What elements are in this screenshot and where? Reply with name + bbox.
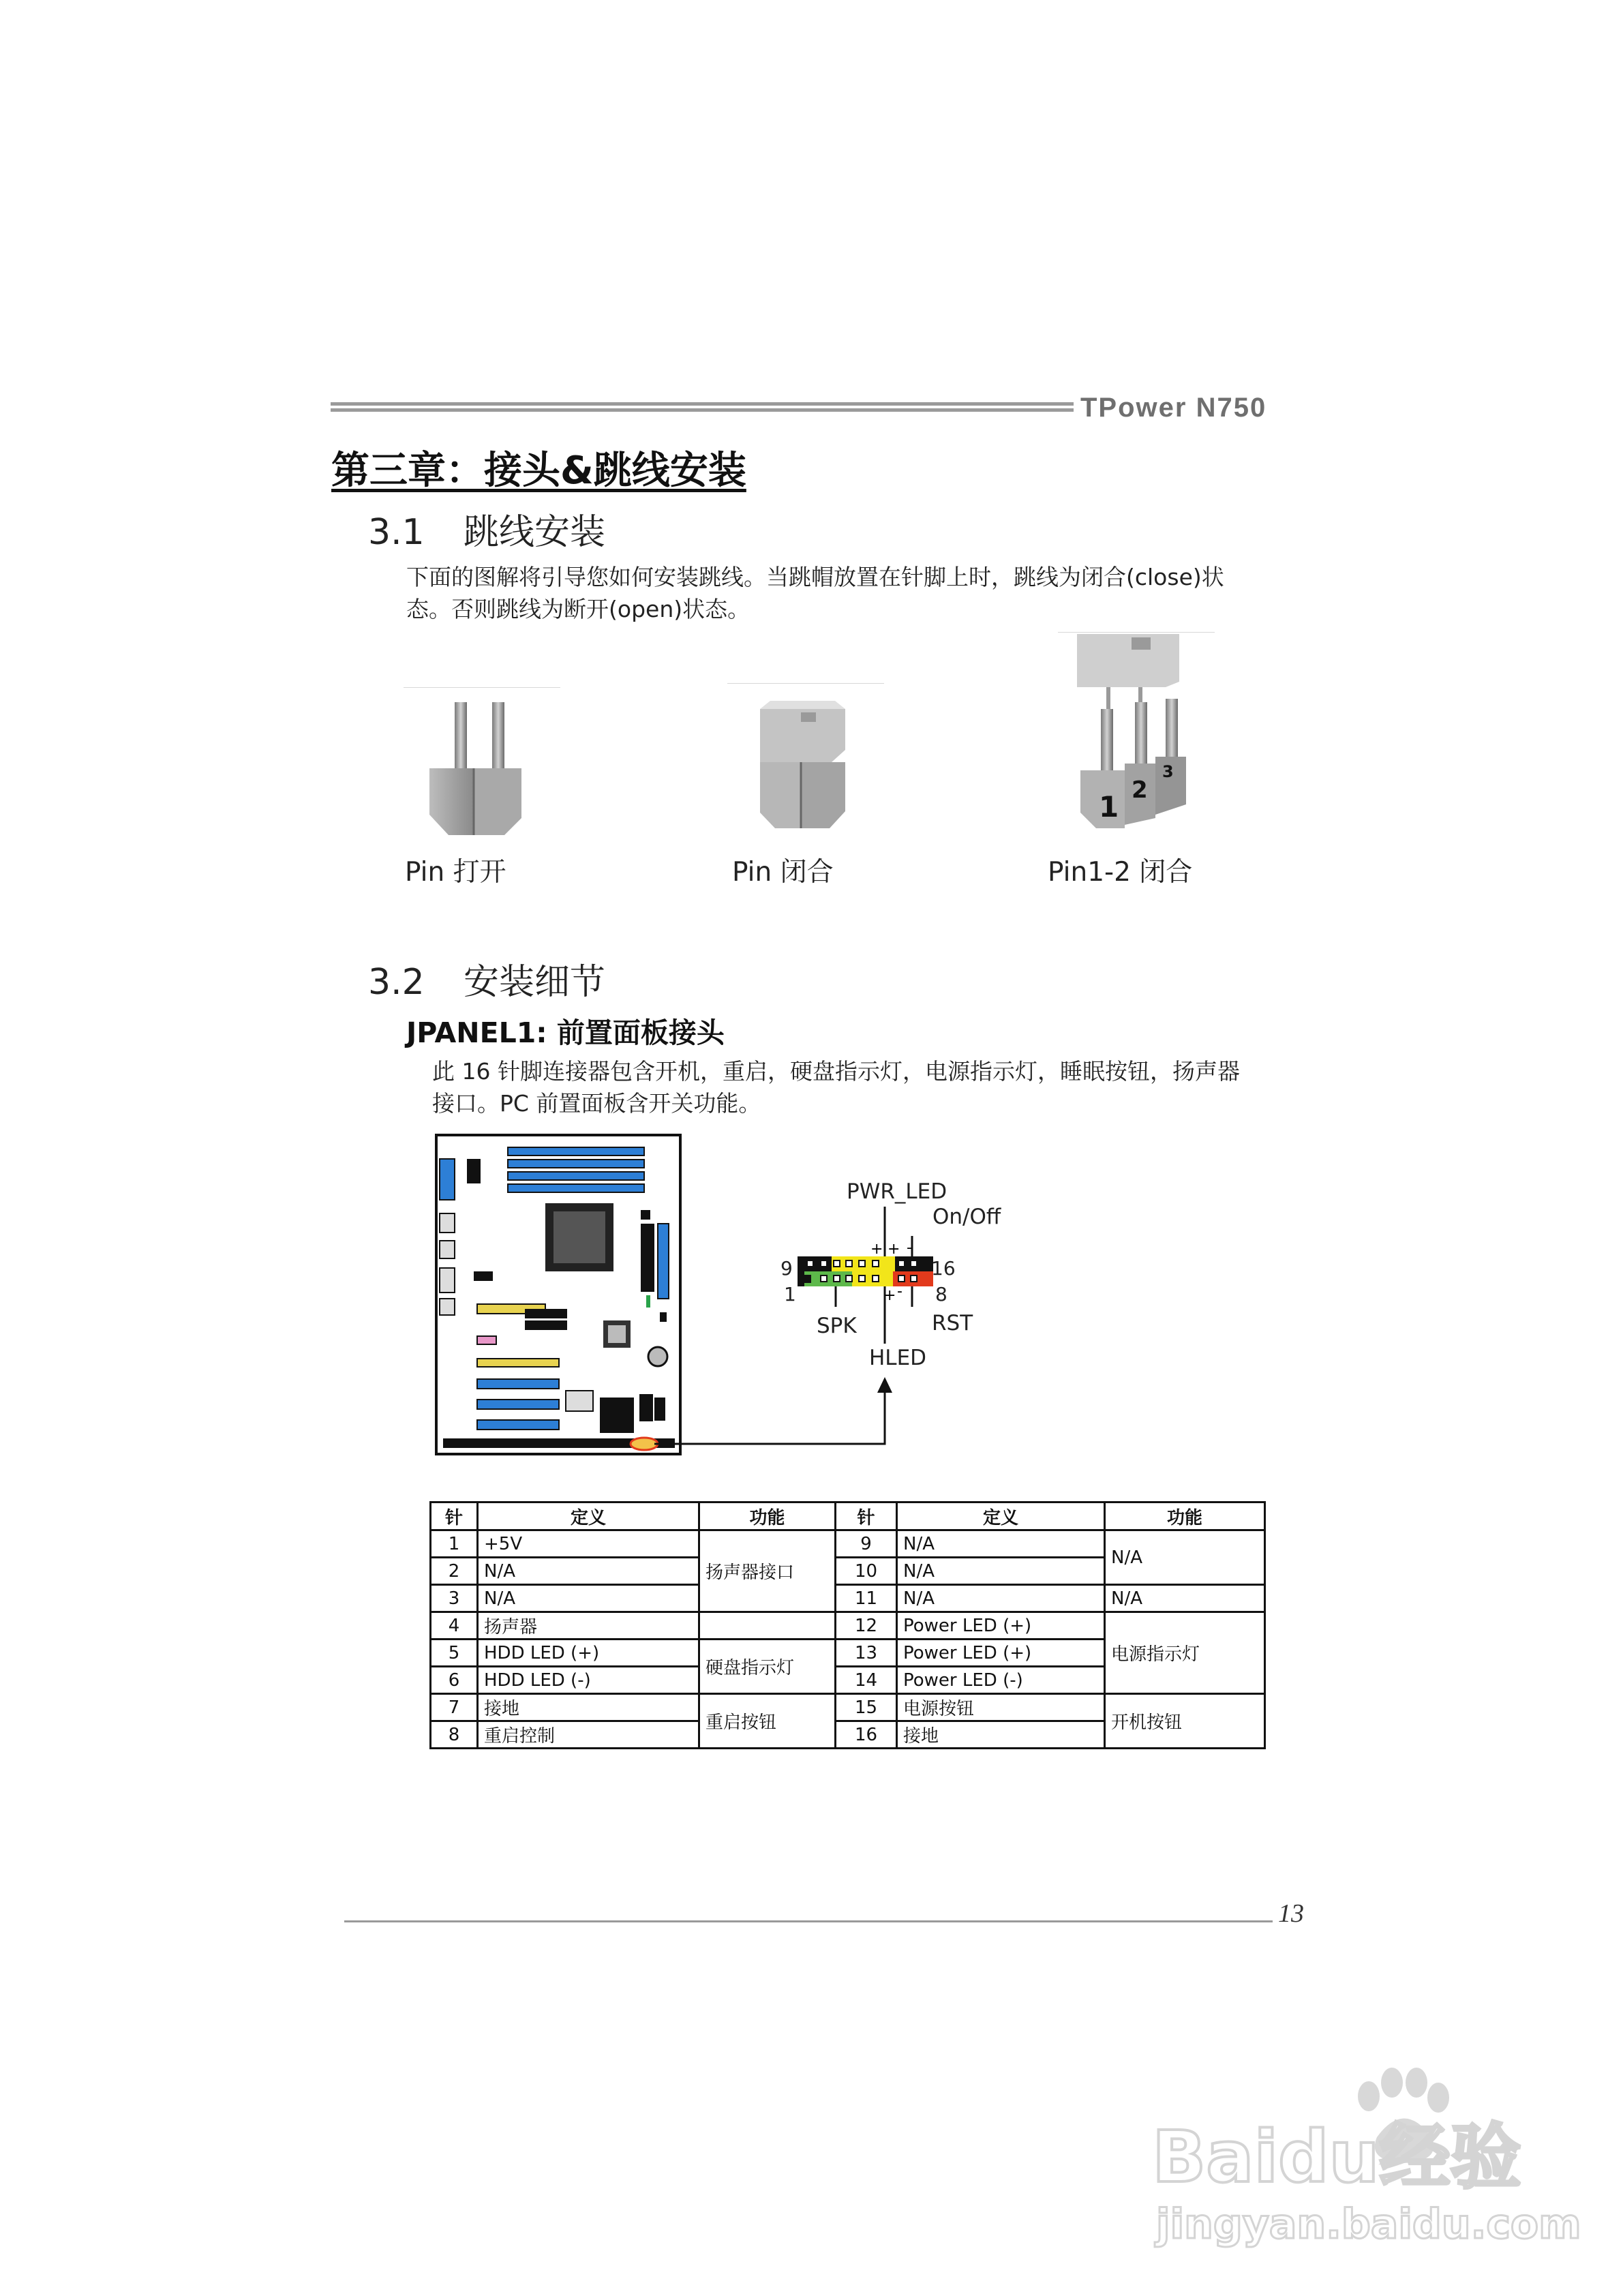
pin-number: 10 xyxy=(836,1558,897,1585)
jumper-divider xyxy=(404,687,560,688)
watermark-url: jingyan.baidu.com xyxy=(1156,2201,1581,2248)
jumper-digit: 3 xyxy=(1162,762,1174,781)
svg-text:-: - xyxy=(907,1239,912,1256)
pin-number: 12 xyxy=(836,1612,897,1640)
section-number: 3.2 xyxy=(368,962,425,1003)
pin-definition: 电源按钮 xyxy=(897,1694,1105,1721)
pin-definition: N/A xyxy=(478,1585,699,1612)
pin-definition: 接地 xyxy=(478,1694,699,1721)
pin-definition: N/A xyxy=(897,1558,1105,1585)
para-line: 接口。PC 前置面板含开关功能。 xyxy=(432,1090,761,1117)
jumper-divider xyxy=(727,683,884,684)
pin-function-empty xyxy=(699,1612,836,1640)
jumper-open-illustration xyxy=(409,692,566,849)
pin-number: 15 xyxy=(836,1694,897,1721)
pin-number: 5 xyxy=(431,1640,478,1667)
page-number: 13 xyxy=(1278,1899,1304,1928)
table-row xyxy=(431,1530,1265,1558)
pwr-led-label: PWR_LED xyxy=(847,1179,947,1204)
para-line: 下面的图解将引导您如何安装跳线。当跳帽放置在针脚上时，跳线为闭合(close)状 xyxy=(406,564,1224,590)
jumper-digit: 1 xyxy=(1099,790,1119,824)
pin-function: N/A xyxy=(1105,1585,1265,1612)
pin-definition: N/A xyxy=(478,1558,699,1585)
pin-1-label: 1 xyxy=(784,1283,796,1305)
pin-number: 7 xyxy=(431,1694,478,1721)
pin-8-label: 8 xyxy=(935,1283,947,1305)
section-title: 跳线安装 xyxy=(464,512,606,553)
pin-number: 14 xyxy=(836,1667,897,1694)
column-header: 针 xyxy=(836,1502,897,1530)
table-row xyxy=(431,1585,1265,1612)
pin-definition: Power LED (+) xyxy=(897,1640,1105,1667)
baidu-watermark xyxy=(1152,2055,1581,2260)
pin-function: 电源指示灯 xyxy=(1105,1612,1265,1694)
pin-function: N/A xyxy=(1105,1530,1265,1585)
pin-definition: 接地 xyxy=(897,1721,1105,1749)
jumper-caption: Pin 打开 xyxy=(405,857,506,888)
pin-definition: Power LED (+) xyxy=(897,1612,1105,1640)
jpanel-pin-table xyxy=(429,1501,1266,1749)
header-rule xyxy=(331,402,1074,419)
pin-definition: HDD LED (-) xyxy=(478,1667,699,1694)
section-3-1-paragraph xyxy=(406,561,1224,625)
pin-function: 开机按钮 xyxy=(1105,1694,1265,1749)
pin-number: 11 xyxy=(836,1585,897,1612)
pin-function: 扬声器接口 xyxy=(699,1530,836,1612)
pin-definition: N/A xyxy=(897,1530,1105,1558)
pin-function: 硬盘指示灯 xyxy=(699,1640,836,1694)
column-header: 功能 xyxy=(699,1502,836,1530)
table-row xyxy=(431,1694,1265,1721)
para-line: 此 16 针脚连接器包含开机，重启，硬盘指示灯，电源指示灯，睡眠按钮，扬声器 xyxy=(432,1058,1240,1085)
footer-rule xyxy=(344,1920,1273,1922)
pin-definition: 重启控制 xyxy=(478,1721,699,1749)
pin-definition: N/A xyxy=(897,1585,1105,1612)
pin-number: 4 xyxy=(431,1612,478,1640)
pin-number: 3 xyxy=(431,1585,478,1612)
svg-text:+: + xyxy=(888,1241,900,1258)
jumper-digit: 2 xyxy=(1132,776,1148,804)
motherboard-image xyxy=(436,1135,680,1454)
pin-number: 16 xyxy=(836,1721,897,1749)
section-title: 安装细节 xyxy=(464,962,606,1003)
table-row xyxy=(431,1612,1265,1640)
column-header: 定义 xyxy=(897,1502,1105,1530)
section-number: 3.1 xyxy=(368,512,425,553)
jpanel-paragraph xyxy=(432,1055,1240,1119)
para-line: 态。否则跳线为断开(open)状态。 xyxy=(406,596,750,622)
column-header: 功能 xyxy=(1105,1502,1265,1530)
pin-definition: Power LED (-) xyxy=(897,1667,1105,1694)
spk-label: SPK xyxy=(817,1314,857,1338)
chapter-title: 第三章：接头&跳线安装 xyxy=(331,449,746,493)
section-3-1-heading xyxy=(368,503,605,554)
pin-16-label: 16 xyxy=(931,1257,956,1280)
pin-number: 1 xyxy=(431,1530,478,1558)
svg-text:+: + xyxy=(870,1241,883,1258)
pin-definition: HDD LED (+) xyxy=(478,1640,699,1667)
jumper-divider xyxy=(1058,632,1215,633)
pin-number: 6 xyxy=(431,1667,478,1694)
hled-label: HLED xyxy=(869,1346,927,1370)
jpanel-diagram xyxy=(429,1128,1009,1469)
jumper-closed-illustration xyxy=(733,689,890,849)
column-header: 定义 xyxy=(478,1502,699,1530)
pin-definition: 扬声器 xyxy=(478,1612,699,1640)
watermark-brand: Baidu经验 xyxy=(1152,2115,1521,2199)
pin-number: 2 xyxy=(431,1558,478,1585)
pin-number: 13 xyxy=(836,1640,897,1667)
jumper-pin1-2-illustration xyxy=(1063,634,1241,839)
on-off-label: On/Off xyxy=(932,1205,1001,1229)
pin-9-label: 9 xyxy=(780,1257,793,1280)
rst-label: RST xyxy=(932,1311,973,1335)
pin-definition: +5V xyxy=(478,1530,699,1558)
table-header-row xyxy=(431,1502,1265,1530)
pin-number: 8 xyxy=(431,1721,478,1749)
pin-function: 重启按钮 xyxy=(699,1694,836,1749)
section-3-2-heading xyxy=(368,953,605,1004)
pin-number: 9 xyxy=(836,1530,897,1558)
jumper-caption: Pin1-2 闭合 xyxy=(1048,857,1193,888)
svg-text:+: + xyxy=(883,1287,896,1304)
jumper-caption: Pin 闭合 xyxy=(732,857,834,888)
jpanel-title: JPANEL1: 前置面板接头 xyxy=(406,1016,725,1049)
svg-text:-: - xyxy=(897,1283,902,1300)
column-header: 针 xyxy=(431,1502,478,1530)
product-name: TPower N750 xyxy=(1080,393,1267,423)
